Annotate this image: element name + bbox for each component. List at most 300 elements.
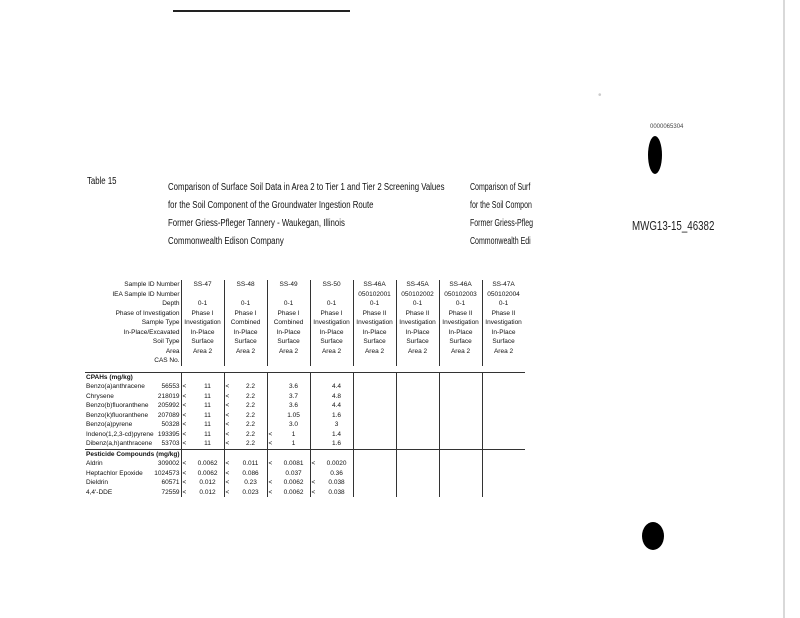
table-row: [85, 392, 525, 402]
scan-artifact: •: [598, 90, 602, 101]
section-blank-cell: [181, 372, 224, 382]
qualifier-cell: [396, 459, 407, 469]
qualifier-cell: [482, 469, 493, 479]
qualifier-cell: [482, 411, 493, 421]
value-cell: [364, 430, 397, 440]
value-cell: [364, 420, 397, 430]
sample-header-cell: Phase I: [224, 309, 267, 319]
value-cell: [364, 382, 397, 392]
value-cell: [364, 459, 397, 469]
sample-header-cell: [181, 290, 224, 300]
analyte-name: [85, 439, 181, 449]
value-cell: [407, 382, 440, 392]
value-cell: [450, 420, 483, 430]
value-cell: 1.6: [332, 411, 342, 419]
sample-header-cell: SS-45A: [396, 280, 439, 290]
sample-header-cell: [396, 356, 439, 366]
value-cell: [493, 420, 525, 430]
table-row: [85, 488, 525, 498]
qualifier-cell: [396, 439, 407, 449]
sample-header-cell: 0-1: [353, 299, 396, 309]
analyte-label: Benzo(k)fluoranthene: [86, 411, 149, 419]
value-cell: 0.037: [285, 469, 302, 477]
analyte-name: [85, 401, 181, 411]
section-header-row: [85, 449, 525, 459]
value-cell: 0.0081: [283, 460, 304, 468]
qualifier-cell: [310, 469, 321, 479]
value-cell: 11: [204, 392, 211, 400]
value-cell: [407, 439, 440, 449]
sample-header-cell: 0-1: [224, 299, 267, 309]
value-cell: 0.0062: [197, 460, 218, 468]
value-cell: 1: [291, 440, 296, 448]
qualifier-cell: [439, 382, 450, 392]
sample-header-cell: Phase I: [181, 309, 224, 319]
analyte-label: Benzo(a)pyrene: [86, 421, 133, 429]
section-blank-cell: [267, 449, 310, 459]
qualifier-cell: <: [267, 439, 278, 449]
value-cell: [407, 401, 440, 411]
sample-header-cell: Phase II: [396, 309, 439, 319]
value-cell: 4.4: [332, 402, 342, 410]
qualifier-cell: [482, 478, 493, 488]
value-cell: [407, 459, 440, 469]
value-cell: 2.2: [246, 402, 256, 410]
analyte-label: Benzo(b)fluoranthene: [86, 402, 149, 410]
header-row: [85, 299, 525, 309]
sample-header-cell: Phase II: [353, 309, 396, 319]
value-cell: 3.7: [289, 392, 299, 400]
qualifier-cell: [310, 401, 321, 411]
qualifier-cell: <: [267, 459, 278, 469]
qualifier-cell: [267, 469, 278, 479]
qualifier-cell: [396, 392, 407, 402]
qualifier-cell: [353, 420, 364, 430]
qualifier-cell: [439, 469, 450, 479]
qualifier-cell: [267, 411, 278, 421]
value-cell: [493, 401, 525, 411]
qualifier-cell: [310, 439, 321, 449]
sample-header-cell: Investigation: [353, 318, 396, 328]
qualifier-cell: <: [310, 478, 321, 488]
title-line-2: for the Soil Component of the Groundwater Ingestion Route: [168, 200, 374, 211]
value-cell: 2.2: [246, 430, 256, 438]
sample-header-cell: [482, 356, 525, 366]
section-blank-cell: [439, 449, 482, 459]
qualifier-cell: [310, 430, 321, 440]
section-blank-cell: [482, 372, 525, 382]
sample-header-cell: Area 2: [224, 347, 267, 357]
table-row: [85, 430, 525, 440]
qualifier-cell: [439, 488, 450, 498]
cas-number: 193395: [157, 430, 180, 438]
qualifier-cell: [353, 401, 364, 411]
sample-header-cell: Surface: [482, 337, 525, 347]
qualifier-cell: <: [181, 488, 192, 498]
analyte-name: [85, 469, 181, 479]
section-blank-cell: [310, 449, 353, 459]
table-row: [85, 401, 525, 411]
sample-header-cell: Phase II: [482, 309, 525, 319]
qualifier-cell: <: [224, 430, 235, 440]
qualifier-cell: [267, 420, 278, 430]
value-cell: 1.6: [332, 440, 342, 448]
section-blank-cell: [439, 372, 482, 382]
analyte-name: [85, 488, 181, 498]
qualifier-cell: [439, 392, 450, 402]
sample-header-cell: [310, 356, 353, 366]
qualifier-cell: <: [310, 488, 321, 498]
value-cell: [493, 469, 525, 479]
qualifier-cell: [353, 411, 364, 421]
analyte-name: [85, 430, 181, 440]
sample-header-cell: Investigation: [396, 318, 439, 328]
header-label: Sample ID Number: [124, 281, 180, 289]
sample-header-cell: Surface: [224, 337, 267, 347]
qualifier-cell: [353, 430, 364, 440]
value-cell: 3: [334, 421, 339, 429]
section-label: Pesticide Compounds (mg/kg): [86, 450, 180, 458]
qualifier-cell: [482, 382, 493, 392]
value-cell: 11: [204, 411, 211, 419]
sample-header-cell: In-Place: [396, 328, 439, 338]
qualifier-cell: <: [181, 478, 192, 488]
data-table-container: [85, 280, 525, 618]
table-label: Table 15: [87, 176, 117, 187]
value-cell: 2.2: [246, 421, 256, 429]
sample-header-cell: SS-48: [224, 280, 267, 290]
header-label: Soil Type: [152, 338, 180, 346]
qualifier-cell: <: [181, 469, 192, 479]
value-cell: [493, 439, 525, 449]
section-blank-cell: [267, 372, 310, 382]
sample-header-cell: Surface: [181, 337, 224, 347]
section-blank-cell: [353, 372, 396, 382]
qualifier-cell: <: [181, 401, 192, 411]
continued-line-3: Former Griess-Pfleg: [470, 218, 534, 229]
analyte-name: [85, 382, 181, 392]
value-cell: 0.0062: [283, 479, 304, 487]
value-cell: 0.0020: [326, 460, 347, 468]
value-cell: [407, 420, 440, 430]
qualifier-cell: [439, 411, 450, 421]
sample-header-cell: [224, 356, 267, 366]
title-line-3: Former Griess-Pfleger Tannery - Waukegan, Illinois: [168, 218, 345, 229]
qualifier-cell: [353, 382, 364, 392]
sample-header-cell: Surface: [353, 337, 396, 347]
value-cell: 11: [204, 440, 211, 448]
value-cell: 3.6: [289, 402, 299, 410]
cas-number: 72559: [161, 488, 180, 496]
stamp-number: 0000065304: [650, 124, 684, 130]
cas-number: 1024573: [154, 469, 180, 477]
sample-header-cell: [267, 356, 310, 366]
section-blank-cell: [353, 449, 396, 459]
header-label: Sample Type: [141, 319, 180, 327]
value-cell: 0.012: [199, 479, 216, 487]
qualifier-cell: <: [267, 430, 278, 440]
section-blank-cell: [396, 372, 439, 382]
value-cell: [493, 478, 525, 488]
sample-header-cell: In-Place: [439, 328, 482, 338]
value-cell: [450, 430, 483, 440]
value-cell: [450, 439, 483, 449]
analyte-label: Heptachlor Epoxide: [86, 469, 143, 477]
sample-header-cell: SS-46A: [353, 280, 396, 290]
page-edge: [783, 0, 785, 618]
sample-header-cell: Surface: [267, 337, 310, 347]
table-row: [85, 478, 525, 488]
qualifier-cell: <: [310, 459, 321, 469]
punch-hole-top: [648, 136, 662, 174]
sample-header-cell: SS-49: [267, 280, 310, 290]
section-blank-cell: [396, 449, 439, 459]
qualifier-cell: <: [224, 420, 235, 430]
qualifier-cell: [396, 430, 407, 440]
sample-header-cell: Investigation: [439, 318, 482, 328]
sample-header-cell: Phase I: [267, 309, 310, 319]
value-cell: [493, 430, 525, 440]
sample-header-cell: 0-1: [482, 299, 525, 309]
analyte-label: Aldrin: [86, 460, 103, 468]
value-cell: 11: [204, 430, 211, 438]
cas-number: 207089: [157, 411, 180, 419]
table-row: [85, 411, 525, 421]
header-row: [85, 280, 525, 290]
document-number: MWG13-15_46382: [632, 218, 715, 233]
value-cell: [450, 488, 483, 498]
sample-header-cell: Combined: [224, 318, 267, 328]
value-cell: [407, 392, 440, 402]
sample-header-cell: [439, 356, 482, 366]
sample-header-cell: 0-1: [310, 299, 353, 309]
value-cell: 0.23: [244, 479, 257, 487]
qualifier-cell: <: [181, 439, 192, 449]
sample-header-cell: [224, 290, 267, 300]
value-cell: 11: [204, 383, 211, 391]
sample-header-cell: 050102004: [482, 290, 525, 300]
value-cell: [450, 478, 483, 488]
continued-line-1: Comparison of Surf: [470, 182, 531, 193]
value-cell: [407, 411, 440, 421]
qualifier-cell: [353, 459, 364, 469]
sample-header-cell: SS-47A: [482, 280, 525, 290]
qualifier-cell: <: [224, 469, 235, 479]
analyte-label: Chrysene: [86, 392, 114, 400]
qualifier-cell: <: [224, 411, 235, 421]
qualifier-cell: <: [181, 392, 192, 402]
sample-header-cell: Investigation: [181, 318, 224, 328]
value-cell: [493, 382, 525, 392]
qualifier-cell: <: [224, 488, 235, 498]
cas-number: 205992: [157, 402, 180, 410]
sample-header-cell: 0-1: [439, 299, 482, 309]
sample-header-cell: [267, 290, 310, 300]
value-cell: [407, 478, 440, 488]
header-row: [85, 356, 525, 366]
sample-header-cell: Investigation: [310, 318, 353, 328]
section-blank-cell: [181, 449, 224, 459]
sample-header-cell: Area 2: [353, 347, 396, 357]
qualifier-cell: [396, 478, 407, 488]
qualifier-cell: <: [224, 478, 235, 488]
analyte-label: 4,4'-DDE: [86, 488, 113, 496]
analyte-label: Indeno(1,2,3-cd)pyrene: [86, 430, 154, 438]
value-cell: [364, 392, 397, 402]
table-row: [85, 382, 525, 392]
sample-header-cell: 0-1: [267, 299, 310, 309]
value-cell: 1: [291, 430, 296, 438]
qualifier-cell: [439, 439, 450, 449]
value-cell: [450, 382, 483, 392]
qualifier-cell: [310, 411, 321, 421]
qualifier-cell: [482, 430, 493, 440]
header-label: Depth: [162, 300, 180, 308]
qualifier-cell: [353, 469, 364, 479]
qualifier-cell: <: [224, 392, 235, 402]
section-header-row: [85, 372, 525, 382]
value-cell: 0.011: [242, 460, 259, 468]
qualifier-cell: [310, 382, 321, 392]
value-cell: 1.05: [287, 411, 300, 419]
value-cell: 1.4: [332, 430, 342, 438]
punch-hole-bottom: [642, 522, 664, 550]
value-cell: [493, 392, 525, 402]
sample-header-cell: Phase II: [439, 309, 482, 319]
value-cell: 0.0062: [197, 469, 218, 477]
section-blank-cell: [224, 449, 267, 459]
sample-header-cell: In-Place: [181, 328, 224, 338]
qualifier-cell: <: [224, 401, 235, 411]
sample-header-cell: Combined: [267, 318, 310, 328]
value-cell: 2.2: [246, 411, 256, 419]
qualifier-cell: [482, 401, 493, 411]
qualifier-cell: <: [224, 459, 235, 469]
value-cell: 2.2: [246, 392, 256, 400]
value-cell: [493, 488, 525, 498]
sample-header-cell: Phase I: [310, 309, 353, 319]
sample-header-cell: [353, 356, 396, 366]
qualifier-cell: <: [224, 382, 235, 392]
sample-header-cell: Area 2: [310, 347, 353, 357]
table-row: [85, 469, 525, 479]
sample-header-cell: In-Place: [267, 328, 310, 338]
value-cell: 4.8: [332, 392, 342, 400]
table-row: [85, 439, 525, 449]
sample-header-cell: Area 2: [181, 347, 224, 357]
value-cell: 0.023: [242, 488, 259, 496]
value-cell: 0.038: [328, 488, 345, 496]
qualifier-cell: <: [224, 439, 235, 449]
cas-number: 60571: [161, 479, 180, 487]
qualifier-cell: [353, 392, 364, 402]
sample-header-cell: SS-46A: [439, 280, 482, 290]
header-label: IEA Sample ID Number: [112, 290, 180, 298]
qualifier-cell: [482, 459, 493, 469]
qualifier-cell: [439, 478, 450, 488]
qualifier-cell: [396, 382, 407, 392]
qualifier-cell: [396, 401, 407, 411]
continued-line-4: Commonwealth Edi: [470, 236, 531, 247]
sample-header-cell: Area 2: [267, 347, 310, 357]
value-cell: [450, 392, 483, 402]
value-cell: [364, 411, 397, 421]
qualifier-cell: [439, 430, 450, 440]
sample-header-cell: 0-1: [396, 299, 439, 309]
qualifier-cell: [396, 411, 407, 421]
value-cell: [407, 469, 440, 479]
qualifier-cell: [396, 420, 407, 430]
value-cell: 3.0: [289, 421, 299, 429]
sample-header-cell: 050102003: [439, 290, 482, 300]
value-cell: 2.2: [246, 383, 256, 391]
value-cell: [407, 488, 440, 498]
analyte-label: Benzo(a)anthracene: [86, 383, 145, 391]
analyte-label: Dibenz(a,h)anthracene: [86, 440, 153, 448]
analyte-name: [85, 459, 181, 469]
value-cell: [407, 430, 440, 440]
sample-header-cell: In-Place: [310, 328, 353, 338]
header-row: [85, 347, 525, 357]
value-cell: [364, 401, 397, 411]
section-blank-cell: [224, 372, 267, 382]
qualifier-cell: <: [267, 488, 278, 498]
value-cell: 0.012: [199, 488, 216, 496]
qualifier-cell: [482, 420, 493, 430]
sample-header-cell: Surface: [439, 337, 482, 347]
header-label: In-Place/Excavated: [123, 328, 180, 336]
qualifier-cell: <: [267, 478, 278, 488]
data-table: [85, 280, 525, 497]
sample-header-cell: In-Place: [224, 328, 267, 338]
sample-header-cell: [181, 356, 224, 366]
qualifier-cell: [439, 401, 450, 411]
sample-header-cell: SS-50: [310, 280, 353, 290]
qualifier-cell: <: [181, 459, 192, 469]
analyte-name: [85, 392, 181, 402]
qualifier-cell: [310, 420, 321, 430]
qualifier-cell: [439, 459, 450, 469]
qualifier-cell: [267, 382, 278, 392]
value-cell: 11: [204, 421, 211, 429]
header-row: [85, 337, 525, 347]
cas-number: 53703: [161, 440, 180, 448]
header-row: [85, 290, 525, 300]
qualifier-cell: [482, 439, 493, 449]
sample-header-cell: Area 2: [482, 347, 525, 357]
value-cell: 0.36: [330, 469, 343, 477]
header-row: [85, 318, 525, 328]
qualifier-cell: [439, 420, 450, 430]
sample-header-cell: In-Place: [353, 328, 396, 338]
qualifier-cell: [353, 488, 364, 498]
qualifier-cell: [396, 488, 407, 498]
qualifier-cell: [482, 392, 493, 402]
header-row: [85, 309, 525, 319]
sample-header-cell: Investigation: [482, 318, 525, 328]
value-cell: 4.4: [332, 383, 342, 391]
value-cell: 3.6: [289, 383, 299, 391]
qualifier-cell: <: [181, 420, 192, 430]
continued-line-2: for the Soil Compon: [470, 200, 532, 211]
value-cell: 0.086: [242, 469, 259, 477]
qualifier-cell: <: [181, 411, 192, 421]
table-row: [85, 420, 525, 430]
qualifier-cell: [353, 478, 364, 488]
section-blank-cell: [482, 449, 525, 459]
qualifier-cell: <: [181, 382, 192, 392]
value-cell: [450, 459, 483, 469]
